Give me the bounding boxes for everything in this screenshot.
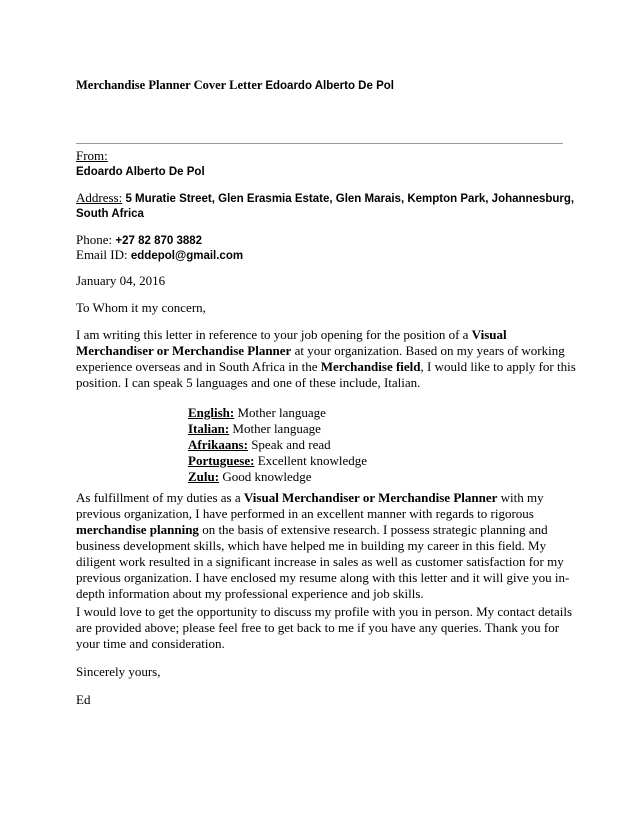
letter-title	[76, 77, 394, 94]
title-name: Edoardo Alberto De Pol	[265, 80, 394, 92]
p3-line: I would love to get the opportunity to discuss my profile with you in person. My contact details	[76, 604, 573, 619]
p2-line: merchandise planning on the basis of extensive research. I possess strategic planning and	[76, 522, 548, 537]
paragraph-2	[76, 490, 570, 602]
address-label: Address:	[76, 190, 123, 205]
phone-value: +27 82 870 3882	[115, 235, 203, 247]
from-label: From:	[76, 148, 108, 163]
closing: Sincerely yours,	[76, 664, 161, 679]
letter-date: January 04, 2016	[76, 273, 166, 288]
signature: Ed	[76, 692, 91, 707]
address-value-1: 5 Muratie Street, Glen Erasmia Estate, Glen Marais, Kempton Park, Johannesburg,	[125, 193, 575, 205]
p3-line: your time and consideration.	[76, 636, 225, 651]
p2-line: depth information about my professional experience and job skills.	[76, 586, 424, 601]
p3-line: are provided above; please feel free to get back to me if you have any queries. Thank you for	[76, 620, 560, 635]
address-value-2: South Africa	[76, 208, 144, 220]
title-serif: Merchandise Planner Cover Letter	[76, 78, 263, 92]
language-list	[188, 405, 367, 485]
sender-name: Edoardo Alberto De Pol	[76, 166, 205, 178]
p1-line: position. I can speak 5 languages and one of these include, Italian.	[76, 375, 421, 390]
p2-line: previous organization, I have performed in an excellent manner with regards to rigorous	[76, 506, 534, 521]
email-value: eddepol@gmail.com	[130, 250, 244, 262]
list-item: Italian: Mother language	[188, 421, 321, 436]
salutation: To Whom it my concern,	[76, 300, 206, 315]
list-item: Zulu: Good knowledge	[188, 469, 312, 484]
paragraph-3	[76, 604, 573, 652]
p2-line: business development skills, which have helped me in building my career in this field. My	[76, 538, 547, 553]
p1-line: experience overseas and in South Africa in the Merchandise field, I would like to apply for this	[76, 359, 576, 374]
list-item: English: Mother language	[188, 405, 326, 420]
p1-line: I am writing this letter in reference to your job opening for the position of a Visual	[76, 327, 507, 342]
phone-label: Phone:	[76, 232, 113, 247]
p2-line: previous organization. I have enclosed my resume along with this letter and it will give you in-	[76, 570, 570, 585]
address-line-1	[76, 190, 574, 207]
header-divider	[76, 143, 563, 144]
list-item: Afrikaans: Speak and read	[188, 437, 331, 452]
email-line	[76, 247, 243, 264]
list-item: Portuguese: Excellent knowledge	[188, 453, 368, 468]
p1-line: Merchandiser or Merchandise Planner at your organization. Based on my years of working	[76, 343, 565, 358]
paragraph-1	[76, 327, 576, 391]
email-label: Email ID:	[76, 247, 128, 262]
p2-line: As fulfillment of my duties as a Visual Merchandiser or Merchandise Planner with my	[76, 490, 544, 505]
p2-line: diligent work resulted in a significant increase in sales as well as customer satisfaction for my	[76, 554, 564, 569]
